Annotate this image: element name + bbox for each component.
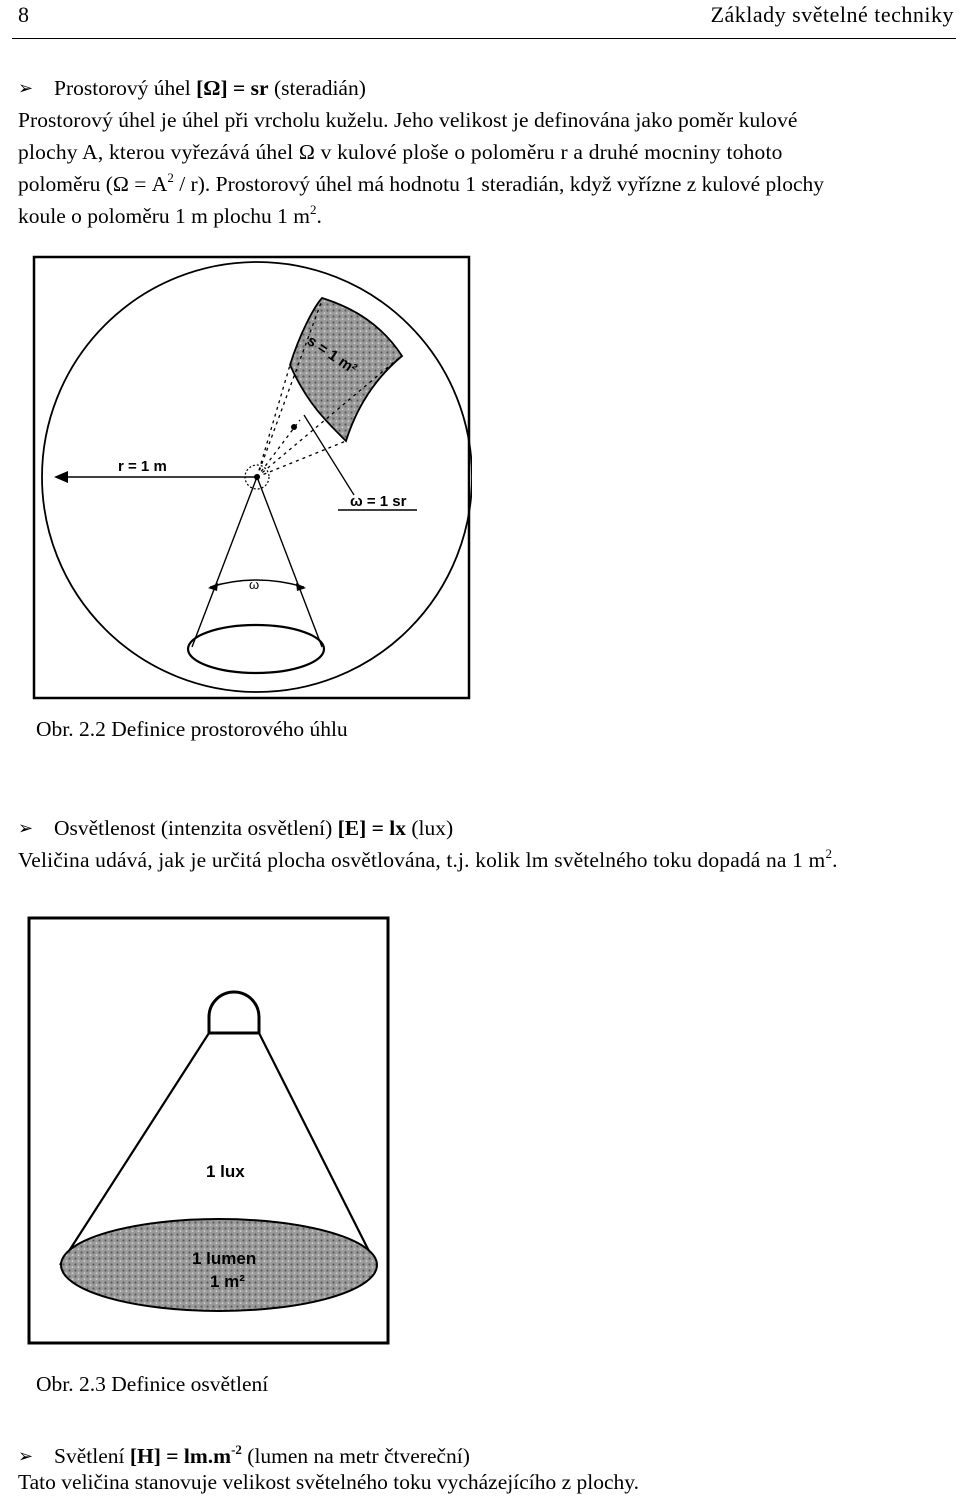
bullet-text: Osvětlenost (intenzita osvětlení) [54, 816, 338, 840]
bullet-text: Světlení [54, 1444, 130, 1468]
paragraph-text: koule o poloměru 1 m plochu 1 m [18, 204, 311, 228]
omega-label: ω [249, 577, 260, 592]
superscript: 2 [167, 170, 174, 185]
paragraph-text: Veličina udává, jak je určitá plocha osvětlována, t.j. kolik lm světelného toku dopadá na 1 m [18, 848, 826, 872]
bullet-unit-text: [H] = lm.m [129, 1444, 232, 1468]
arrow-bullet-icon: ➢ [18, 818, 34, 838]
area-label: s = 1 m² [303, 332, 360, 378]
bullet-unit: [Ω] = sr [196, 76, 269, 100]
arrow-bullet-icon: ➢ [18, 1446, 34, 1466]
bullet-unit-note: (lumen na metr čtvereční) [241, 1444, 470, 1468]
paragraph-text: . [316, 204, 322, 228]
bullet-solid-angle [18, 72, 956, 104]
formula-text: poloměru (Ω = A [18, 172, 168, 196]
steradian-label: ω = 1 sr [350, 493, 407, 510]
lux-label: 1 lux [206, 1162, 245, 1181]
superscript: 2 [825, 846, 833, 861]
paragraph-line [18, 200, 956, 232]
radius-label: r = 1 m [118, 458, 167, 475]
superscript: -2 [231, 1442, 242, 1457]
area-label: 1 m² [210, 1272, 245, 1291]
paragraph-line: plochy A, kterou vyřezává úhel Ω v kulové ploše o poloměru r a druhé mocniny tohoto [18, 140, 783, 164]
paragraph-text: . [832, 848, 838, 872]
section-illuminance [18, 812, 956, 876]
superscript: 2 [310, 202, 317, 217]
running-title: Základy světelné techniky [710, 2, 954, 27]
bullet-unit-note: (lux) [406, 816, 454, 840]
paragraph-line [18, 844, 956, 876]
figure-caption: Obr. 2.3 Definice osvětlení [36, 1372, 269, 1396]
bullet-unit: [E] = lx [337, 816, 406, 840]
paragraph-line: Tato veličina stanovuje velikost světelného toku vycházejícího z plochy. [18, 1470, 640, 1494]
arrow-bullet-icon: ➢ [18, 78, 34, 98]
paragraph-text: / r). Prostorový úhel má hodnotu 1 steradián, když vyřízne z kulové plochy [173, 172, 825, 196]
lumen-label: 1 lumen [192, 1249, 257, 1268]
section-solid-angle [18, 72, 956, 232]
paragraph-line [18, 168, 956, 200]
figure-solid-angle [32, 255, 472, 701]
header-divider [12, 38, 956, 39]
bullet-unit-note: (steradián) [268, 76, 366, 100]
bullet-text: Prostorový úhel [54, 76, 197, 100]
figure-illuminance [26, 915, 392, 1347]
page-number: 8 [18, 2, 29, 27]
paragraph-line: Prostorový úhel je úhel při vrcholu kuželu. Jeho velikost je definována jako poměr kulové [18, 108, 798, 132]
bullet-unit [130, 1444, 242, 1468]
bullet-illuminance [18, 812, 956, 844]
section-luminous-emittance [18, 1440, 956, 1498]
lamp-icon [209, 992, 259, 1033]
page-header [0, 0, 960, 42]
figure-caption: Obr. 2.2 Definice prostorového úhlu [36, 717, 348, 741]
patch-centre-dot [291, 424, 297, 430]
